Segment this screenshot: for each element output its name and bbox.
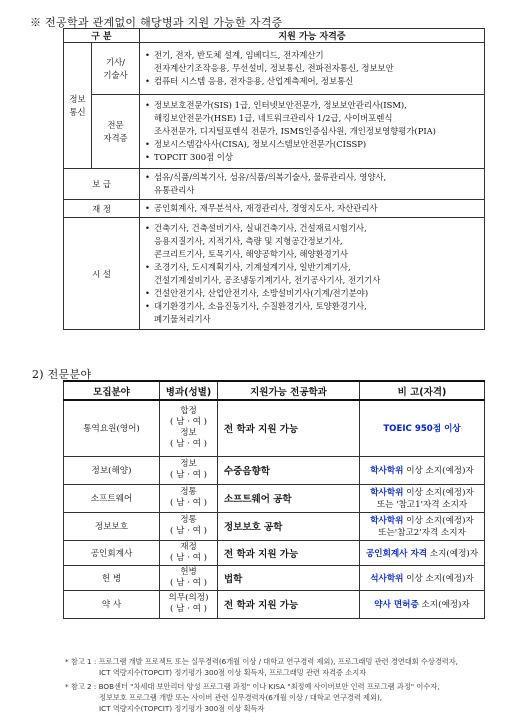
table-row: [64, 200, 485, 218]
certificate-item: • 전기, 전자, 반도체 설계, 임베디드, 전자계산기: [154, 49, 480, 62]
certificate-item: • TOPCIT 300점 이상: [154, 151, 480, 164]
remarks: [360, 540, 485, 565]
footnote: [65, 656, 495, 678]
cert-items: [144, 49, 480, 88]
eligible-major: 정보보호 공학: [218, 512, 360, 540]
branch-gender: [160, 456, 218, 484]
certificate-list: [140, 169, 485, 200]
cert-items: [144, 222, 480, 326]
certificate-list: [140, 218, 485, 330]
certificate-item: • 대기환경기사, 소음진동기사, 수질환경기사, 토양환경기사,: [154, 300, 480, 313]
cert-items: [144, 202, 480, 215]
table-row: [64, 400, 485, 456]
header-category: 구 분: [64, 29, 140, 43]
branch-gender-line: ( 남 · 여 ): [170, 439, 207, 450]
certificate-item: 건설기계설비기사, 공조냉동기계기사, 전기공사기사, 전기기사: [154, 274, 381, 285]
remarks-detail: 이상 소지(예정)자: [403, 488, 474, 498]
table-row: [64, 218, 485, 330]
footnote-line: ICT 역량지수(TOPCIT) 정기평가 300점 이상 획득자, 프로그래밍 관련 자격증 소지자: [99, 668, 367, 677]
cert-items: [144, 171, 480, 197]
eligible-major: 법학: [218, 565, 360, 590]
remarks-extra: 또는 '참고1'자격 소지자: [376, 500, 468, 510]
specialty-table: [63, 380, 485, 619]
remarks-qualification: TOEIC 950점 이상: [383, 424, 461, 435]
certificate-item: 콘크리트기사, 토목기사, 해양공학기사, 해양환경기사: [154, 248, 348, 259]
footnote-line: * 참고 1 : 프로그램 개발 프로젝트 또는 실무경력(6개월 이상 / 대학교 연구경력 제외), 프로그래밍 관련 경연대회 수상경력자,: [65, 657, 458, 666]
field-name: 소프트웨어: [64, 484, 160, 512]
table-row: [64, 565, 485, 590]
certificate-item: • 건축기사, 건축설비기사, 실내건축기사, 건설재료시험기사,: [154, 222, 480, 235]
branch-gender-line: ( 남 · 여 ): [170, 577, 207, 588]
remarks-extra: 또는'참고2'자격 소지자: [378, 528, 466, 538]
category-info-comm: 정보 통신: [64, 43, 92, 169]
header-major: 지원가능 전공학과: [218, 381, 360, 400]
remarks-detail: 소지(예정)자: [427, 548, 479, 559]
specialty-table-body: [64, 400, 485, 618]
header-remarks: 비 고(자격): [360, 381, 485, 400]
branch-gender-line: ( 남 · 여 ): [170, 470, 207, 480]
branch-gender-line: 재정: [180, 541, 197, 552]
field-name: 통역요원(영어): [64, 400, 160, 456]
branch-gender-line: 정보: [180, 428, 197, 439]
branch-gender-line: ( 남 · 여 ): [170, 498, 207, 508]
certificate-item: 유통관리사: [154, 185, 195, 195]
branch-gender-line: ( 남 · 여 ): [170, 417, 207, 428]
field-name: 헌 병: [64, 565, 160, 590]
certificate-item: • 컴퓨터 시스템 응용, 전자응용, 산업계측제어, 정보통신: [154, 75, 480, 88]
branch-gender: [160, 565, 218, 590]
certificate-item: • 조경기사, 도시계획기사, 기계설계기사, 일반기계기사,: [154, 261, 480, 274]
certificate-item: • 공인회계사, 재무분석사, 재경관리사, 경영지도사, 자산관리사: [154, 202, 480, 215]
footnote-line: 정보보호 프로그램 개발 또는 사이버 관련 실무경력자(6개월 이상 / 대학교 연구경력 제외),: [99, 693, 383, 702]
header-field: 모집분야: [64, 381, 160, 400]
footnotes: [65, 656, 495, 717]
table-row: [64, 95, 485, 169]
cert-items: [144, 99, 480, 164]
remarks-qualification: 학사학위: [370, 466, 404, 476]
category-supply: 보 급: [64, 169, 140, 200]
eligible-major: 전 학과 지원 가능: [218, 540, 360, 565]
field-name: 약 사: [64, 590, 160, 618]
certificate-item: 전자계산기조작응용, 무선설비, 정보통신, 전파전자통신, 정보보안: [154, 63, 394, 73]
branch-gender-line: 정통: [180, 487, 197, 497]
certificate-item: • 섬유/식품/의복기사, 섬유/식품/의복기술사, 물류관리사, 영양사,: [154, 171, 480, 184]
branch-gender-line: 합정: [180, 406, 197, 417]
header-certificates: 지원 가능 자격증: [140, 29, 485, 43]
eligible-major: 수중음향학: [218, 456, 360, 484]
section1-title: ※ 전공학과 관계없이 해당병과 지원 가능한 자격증: [30, 16, 283, 29]
branch-gender: [160, 540, 218, 565]
specialty-table-header: [64, 381, 485, 400]
remarks: [360, 565, 485, 590]
remarks: [360, 484, 485, 512]
certificate-list: [140, 200, 485, 218]
remarks-detail: 이상 소지(예정)자: [403, 466, 474, 476]
certificate-item: • 정보보호전문가(SIS) 1급, 인터넷보안전문가, 정보보안관리사(ISM),: [154, 99, 480, 112]
branch-gender: [160, 400, 218, 456]
table-row: [64, 590, 485, 618]
subcategory-professional: 전문 자격증: [92, 95, 140, 169]
remarks-detail: 이상 소지(예정)자: [403, 573, 474, 584]
remarks-detail: 이상 소지(예정)자: [403, 516, 474, 526]
remarks-qualification: 약사 면허증: [374, 600, 419, 610]
field-name: 정보보호: [64, 512, 160, 540]
field-name: 공인회계사: [64, 540, 160, 565]
eligible-major: 전 학과 지원 가능: [218, 400, 360, 456]
certificate-list: [140, 43, 485, 95]
eligible-major: 소프트웨어 공학: [218, 484, 360, 512]
certificate-item: • 건설안전기사, 산업안전기사, 소방설비기사(기계/전기분야): [154, 287, 480, 300]
remarks: [360, 400, 485, 456]
branch-gender-line: ( 남 · 여 ): [170, 604, 207, 614]
category-facility: 시 설: [64, 218, 140, 330]
branch-gender-line: ( 남 · 여 ): [170, 526, 207, 536]
remarks: [360, 456, 485, 484]
table-row: [64, 169, 485, 200]
footnote-line: * 참고 2 : BOB센터 "차세대 보안리더 양성 프로그램 과정" 이나 KISA "최정예 사이버보안 인력 프로그램 과정" 이수자,: [65, 682, 440, 691]
eligible-major: 전 학과 지원 가능: [218, 590, 360, 618]
certificate-table: [63, 28, 485, 330]
footnote: [65, 681, 495, 714]
remarks: [360, 590, 485, 618]
remarks-qualification: 학사학위: [370, 516, 404, 526]
field-name: 정보(해양): [64, 456, 160, 484]
certificate-item: 해킹보안전문가(HSE) 1급, 네트워크관리사 1/2급, 사이버포렌식: [154, 113, 393, 123]
footnote-line: ICT 역량지수(TOPCIT) 정기평가 300점 이상 획득자: [99, 704, 265, 713]
certificate-item: • 정보시스템감사사(CISA), 정보시스템보안전문가(CISSP): [154, 138, 480, 151]
branch-gender-line: 의무(의정): [168, 593, 209, 603]
certificate-item: 조사전문가, 디지털포렌식 전문가, ISMS인증심사원, 개인정보영향평가(PIA): [154, 126, 436, 136]
header-branch: 병과(성별): [160, 381, 218, 400]
category-finance: 재 정: [64, 200, 140, 218]
branch-gender-line: 정통: [180, 515, 197, 525]
branch-gender: [160, 512, 218, 540]
remarks: [360, 512, 485, 540]
table-row: [64, 484, 485, 512]
branch-gender: [160, 484, 218, 512]
branch-gender-line: 헌병: [180, 566, 197, 577]
branch-gender: [160, 590, 218, 618]
branch-gender-line: 정보: [180, 459, 197, 469]
certificate-item: 폐기물처리기사: [154, 313, 211, 324]
remarks-qualification: 공인회계사 자격: [365, 548, 428, 559]
table-row: [64, 456, 485, 484]
table-row: [64, 512, 485, 540]
subcategory-engineer: 기사/ 기술사: [92, 43, 140, 95]
branch-gender-line: ( 남 · 여 ): [170, 552, 207, 563]
table-row: [64, 43, 485, 95]
remarks-detail: 소지(예정)자: [418, 600, 470, 610]
remarks-qualification: 학사학위: [370, 488, 404, 498]
table-row: [64, 540, 485, 565]
remarks-qualification: 석사학위: [370, 573, 404, 584]
section2-title: 2) 전문분야: [32, 368, 92, 381]
certificate-item: 응용지질기사, 지적기사, 측량 및 지형공간정보기사,: [154, 235, 343, 246]
certificate-list: [140, 95, 485, 169]
certificate-table-header: [64, 29, 485, 43]
